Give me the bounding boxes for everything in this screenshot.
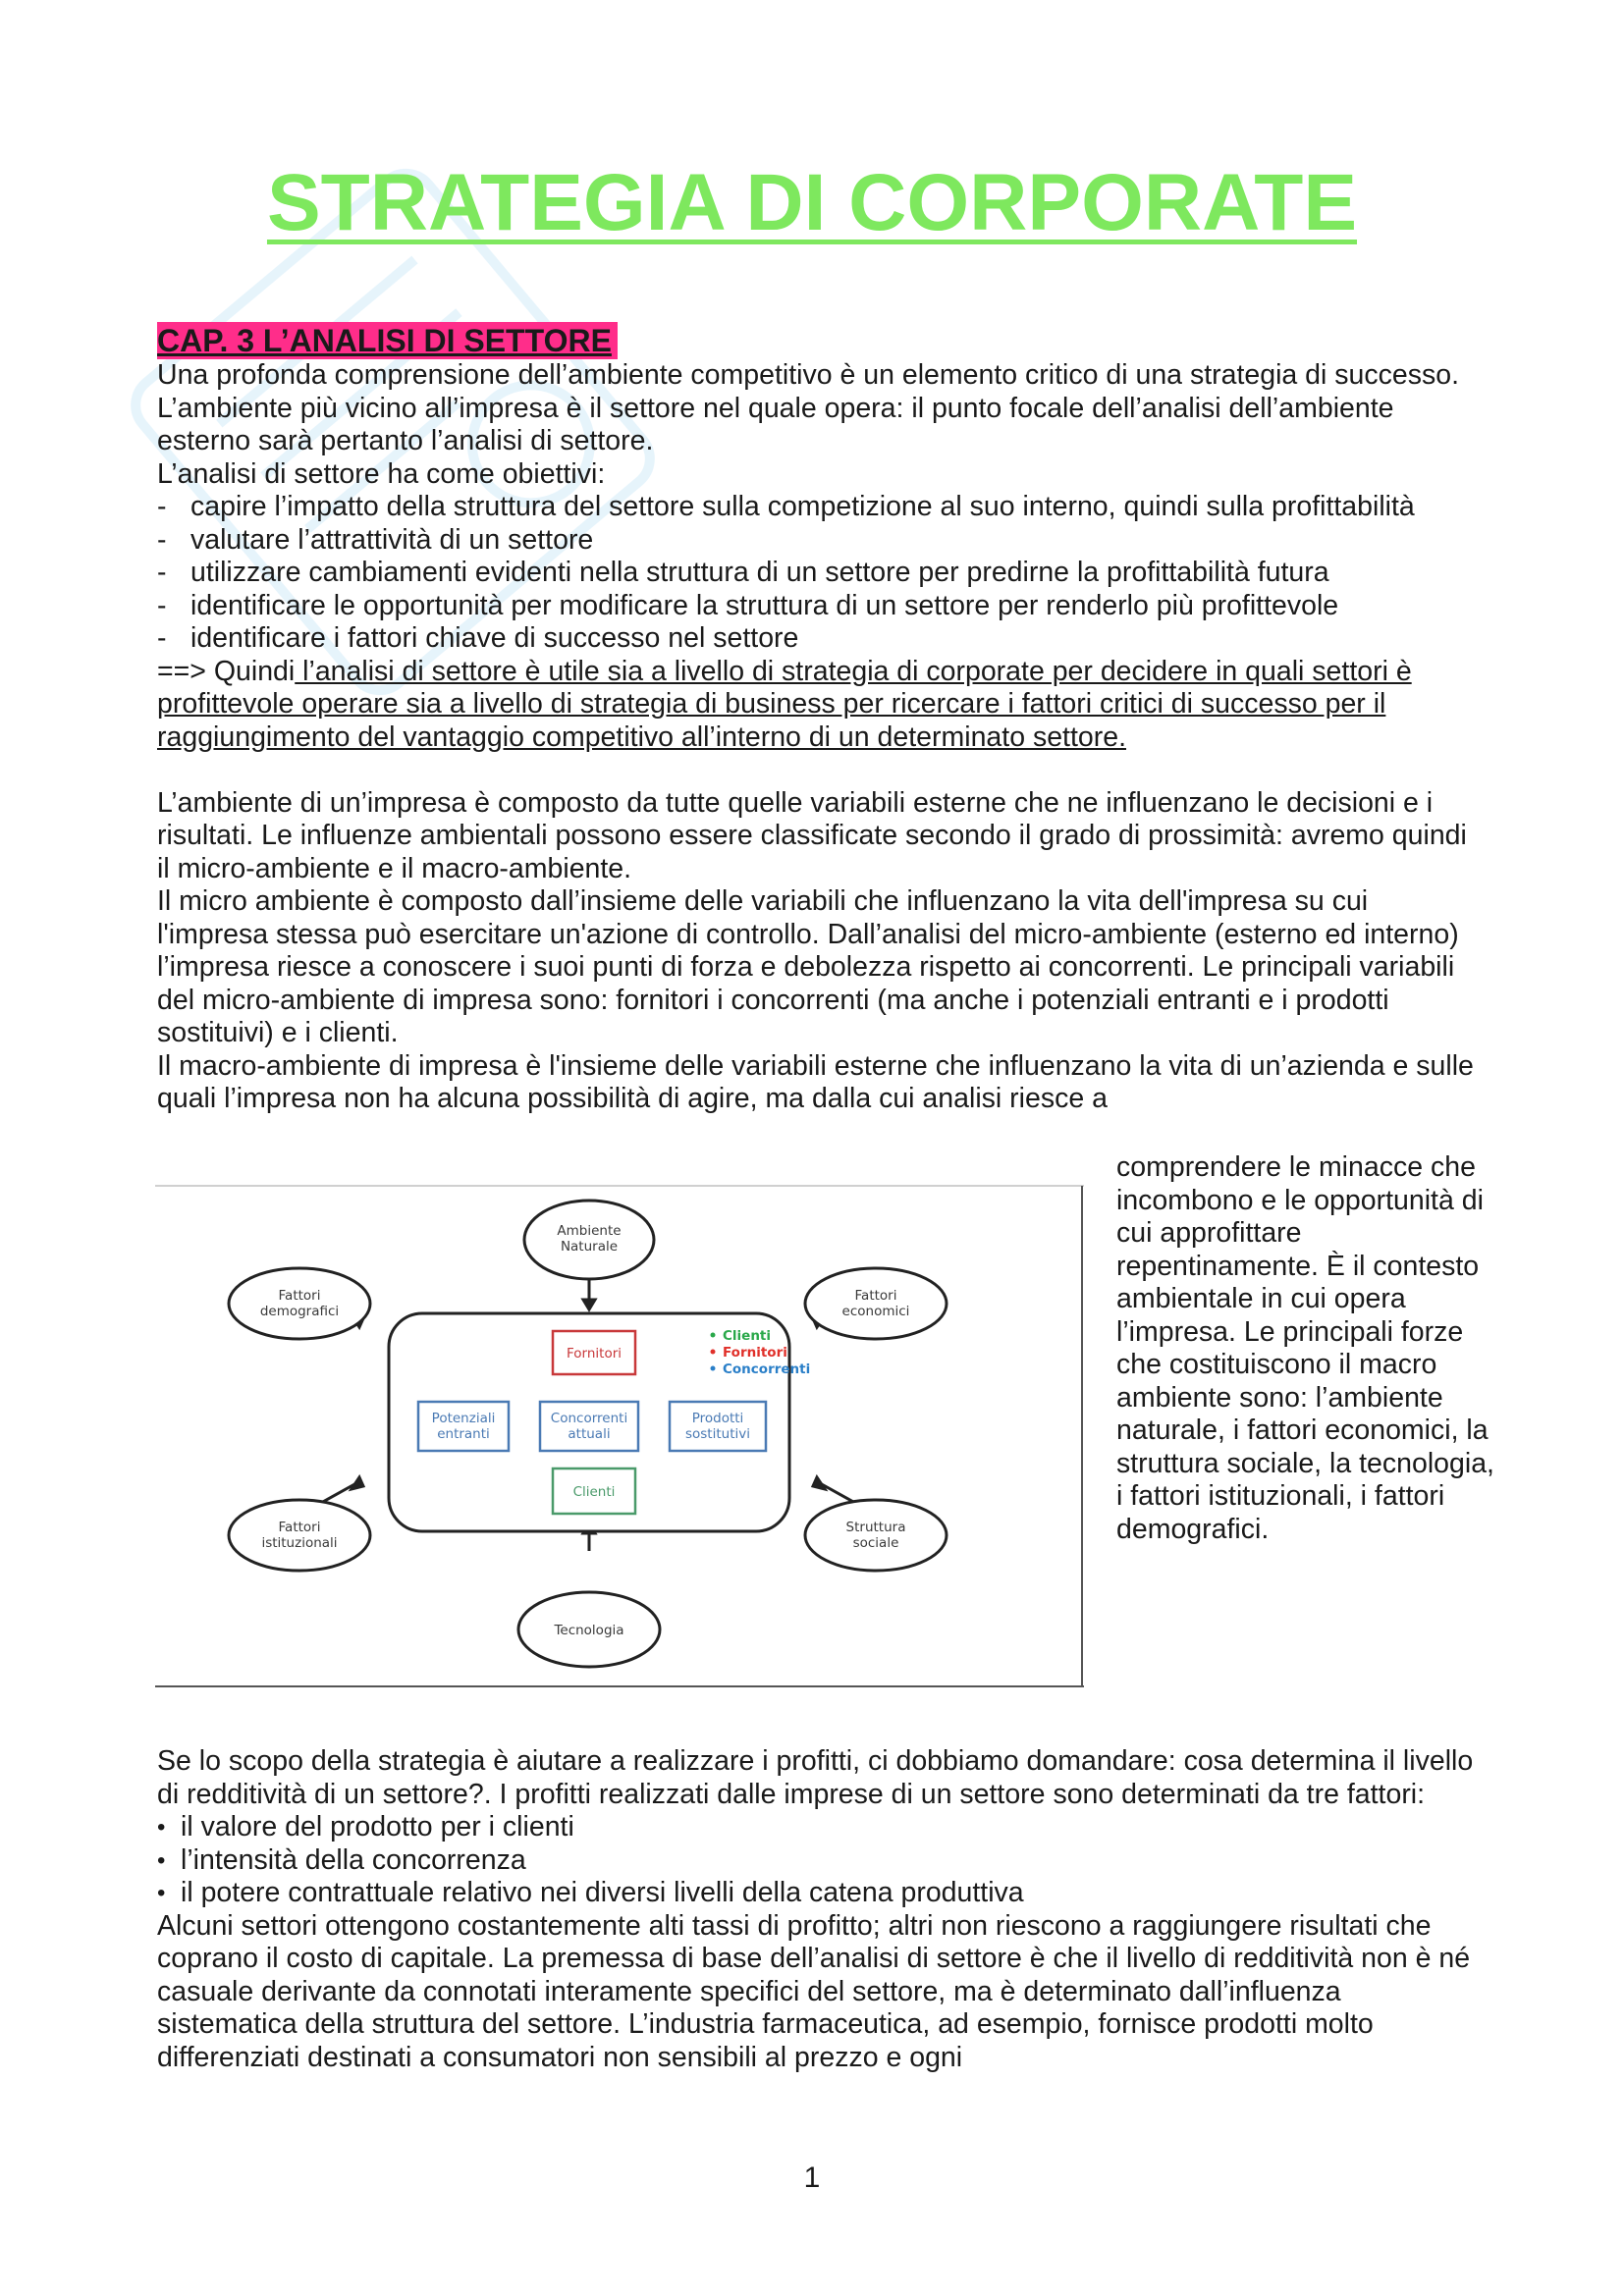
prodotti-label-1: Prodotti: [691, 1411, 744, 1426]
legend-dot: [711, 1350, 716, 1355]
fornitori-label: Fornitori: [566, 1346, 623, 1362]
intro-paragraph: Una profonda comprensione dell’ambiente competitivo è un elemento critico di una strategia di successo. L’ambiente più vicino all’impresa è il settore nel quale opera: il punto focale dell’analisi dell’ambiente esterno sarà pertanto l’analisi di settore.: [157, 359, 1459, 456]
ambiente-naturale-label-2: Naturale: [560, 1239, 619, 1255]
legend-concorrenti: Concorrenti: [723, 1362, 811, 1377]
profit-factors-list: [157, 1811, 1483, 1910]
objectives-intro: L’analisi di settore ha come obiettivi:: [157, 457, 606, 490]
potenziali-label-2: entranti: [437, 1426, 490, 1442]
list-item: • il potere contrattuale relativo nei diversi livelli della catena produttiva: [157, 1877, 1483, 1910]
ambiente-naturale-label-1: Ambiente: [557, 1223, 622, 1239]
list-item: - identificare i fattori chiave di successo nel settore: [157, 622, 1483, 656]
environment-paragraph-1: L’ambiente di un’impresa è composto da tutte quelle variabili esterne che ne influenzano le decisioni e i risultati. Le influenze ambientali possono essere classificate secondo il grado di prossimità: avremo quindi il micro-ambiente e il macro-ambiente.: [157, 786, 1467, 884]
fattori-istituzionali-label-1: Fattori: [278, 1520, 321, 1535]
struttura-sociale-label-2: sociale: [852, 1535, 899, 1551]
clienti-label: Clienti: [572, 1484, 616, 1500]
fattori-economici-label-2: economici: [841, 1304, 910, 1319]
document-title: STRATEGIA DI CORPORATE: [266, 158, 1358, 247]
legend-fornitori: Fornitori: [723, 1345, 787, 1361]
conclusion-underlined: l’analisi di settore è utile sia a livello di strategia di corporate per decidere in quali settori è profittevole operare sia a livello di strategia di business per ricercare i fattori critici di successo per il raggiungimento del vantaggio competitivo all’interno di un determinato settore.: [157, 655, 1412, 753]
conclusion-prefix: ==> Quindi: [157, 655, 296, 687]
list-item: - capire l’impatto della struttura del settore sulla competizione al suo interno, quindi sulla profittabilità: [157, 491, 1483, 524]
profit-section: [157, 1745, 1483, 2074]
diagram-legend: [711, 1328, 811, 1377]
list-item: - identificare le opportunità per modificare la struttura di un settore per renderlo più profittevole: [157, 590, 1483, 623]
tecnologia-label: Tecnologia: [554, 1623, 624, 1638]
fattori-demografici-label-2: demografici: [259, 1304, 340, 1319]
final-paragraph: Alcuni settori ottengono costantemente alti tassi di profitto; altri non riescono a raggiungere risultati che coprano il costo di capitale. La premessa di base dell’analisi di settore è che il livello di redditività non è né casuale derivante da connotati interamente specifici del settore, ma è determinato dall’influenza sistematica della struttura del settore. L’industria farmaceutica, ad esempio, fornisce prodotti molto differenziati destinati a consumatori non sensibili al prezzo e ogni: [157, 1909, 1471, 2073]
struttura-sociale-label-1: Struttura: [845, 1520, 906, 1535]
environment-diagram: [155, 1184, 1084, 1688]
page-number: 1: [803, 2162, 821, 2194]
list-item: - valutare l’attrattività di un settore: [157, 524, 1483, 558]
fattori-economici-label-1: Fattori: [854, 1288, 897, 1304]
potenziali-label-1: Potenziali: [431, 1411, 496, 1426]
side-paragraph: comprendere le minacce che incombono e le opportunità di cui approfittare repentinamente. È il contesto ambientale in cui opera l’impresa. Le principali forze che costituiscono il macro ambiente sono: l’ambiente naturale, i fattori economici, la struttura sociale, la tecnologia, i fattori istituzionali, i fattori demografici.: [1116, 1151, 1494, 1545]
objectives-list: [157, 491, 1483, 656]
fattori-demografici-label-1: Fattori: [278, 1288, 321, 1304]
legend-clienti: Clienti: [723, 1328, 772, 1344]
blank-line: [157, 754, 1483, 787]
legend-dot: [711, 1333, 716, 1338]
environment-paragraph-2: Il micro ambiente è composto dall’insieme delle variabili che influenzano la vita dell'impresa su cui l'impresa stessa può esercitare un'azione di controllo. Dall’analisi del micro-ambiente (esterno ed interno) l’impresa riesce a conoscere i suoi punti di forza e debolezza rispetto ai concorrenti. Le principali variabili del micro-ambiente di impresa sono: fornitori i concorrenti (ma anche i potenziali entranti e i prodotti sostituivi) e i clienti.: [157, 885, 1459, 1048]
intro-section: [157, 359, 1483, 1116]
environment-paragraph-3: Il macro-ambiente di impresa è l'insieme delle variabili esterne che influenzano la vita di un’azienda e sulle quali l’impresa non ha alcuna possibilità di agire, ma dalla cui analisi riesce a: [157, 1049, 1474, 1114]
list-item: - utilizzare cambiamenti evidenti nella struttura di un settore per predirne la profittabilità futura: [157, 557, 1483, 590]
list-item: • il valore del prodotto per i clienti: [157, 1811, 1483, 1844]
conclusion-paragraph: [157, 656, 1483, 755]
chapter-heading: CAP. 3 L’ANALISI DI SETTORE: [157, 322, 618, 359]
side-column: [1116, 1151, 1499, 1546]
concorrenti-label-1: Concorrenti: [550, 1411, 628, 1426]
fattori-istituzionali-label-2: istituzionali: [261, 1535, 338, 1551]
legend-dot: [711, 1366, 716, 1371]
prodotti-label-2: sostitutivi: [684, 1426, 751, 1442]
list-item: • l’intensità della concorrenza: [157, 1844, 1483, 1878]
concorrenti-label-2: attuali: [568, 1426, 611, 1442]
profit-paragraph: Se lo scopo della strategia è aiutare a realizzare i profitti, ci dobbiamo domandare: cosa determina il livello di redditività di un settore?. I profitti realizzati dalle imprese di un settore sono determinati da tre fattori:: [157, 1745, 1474, 1810]
